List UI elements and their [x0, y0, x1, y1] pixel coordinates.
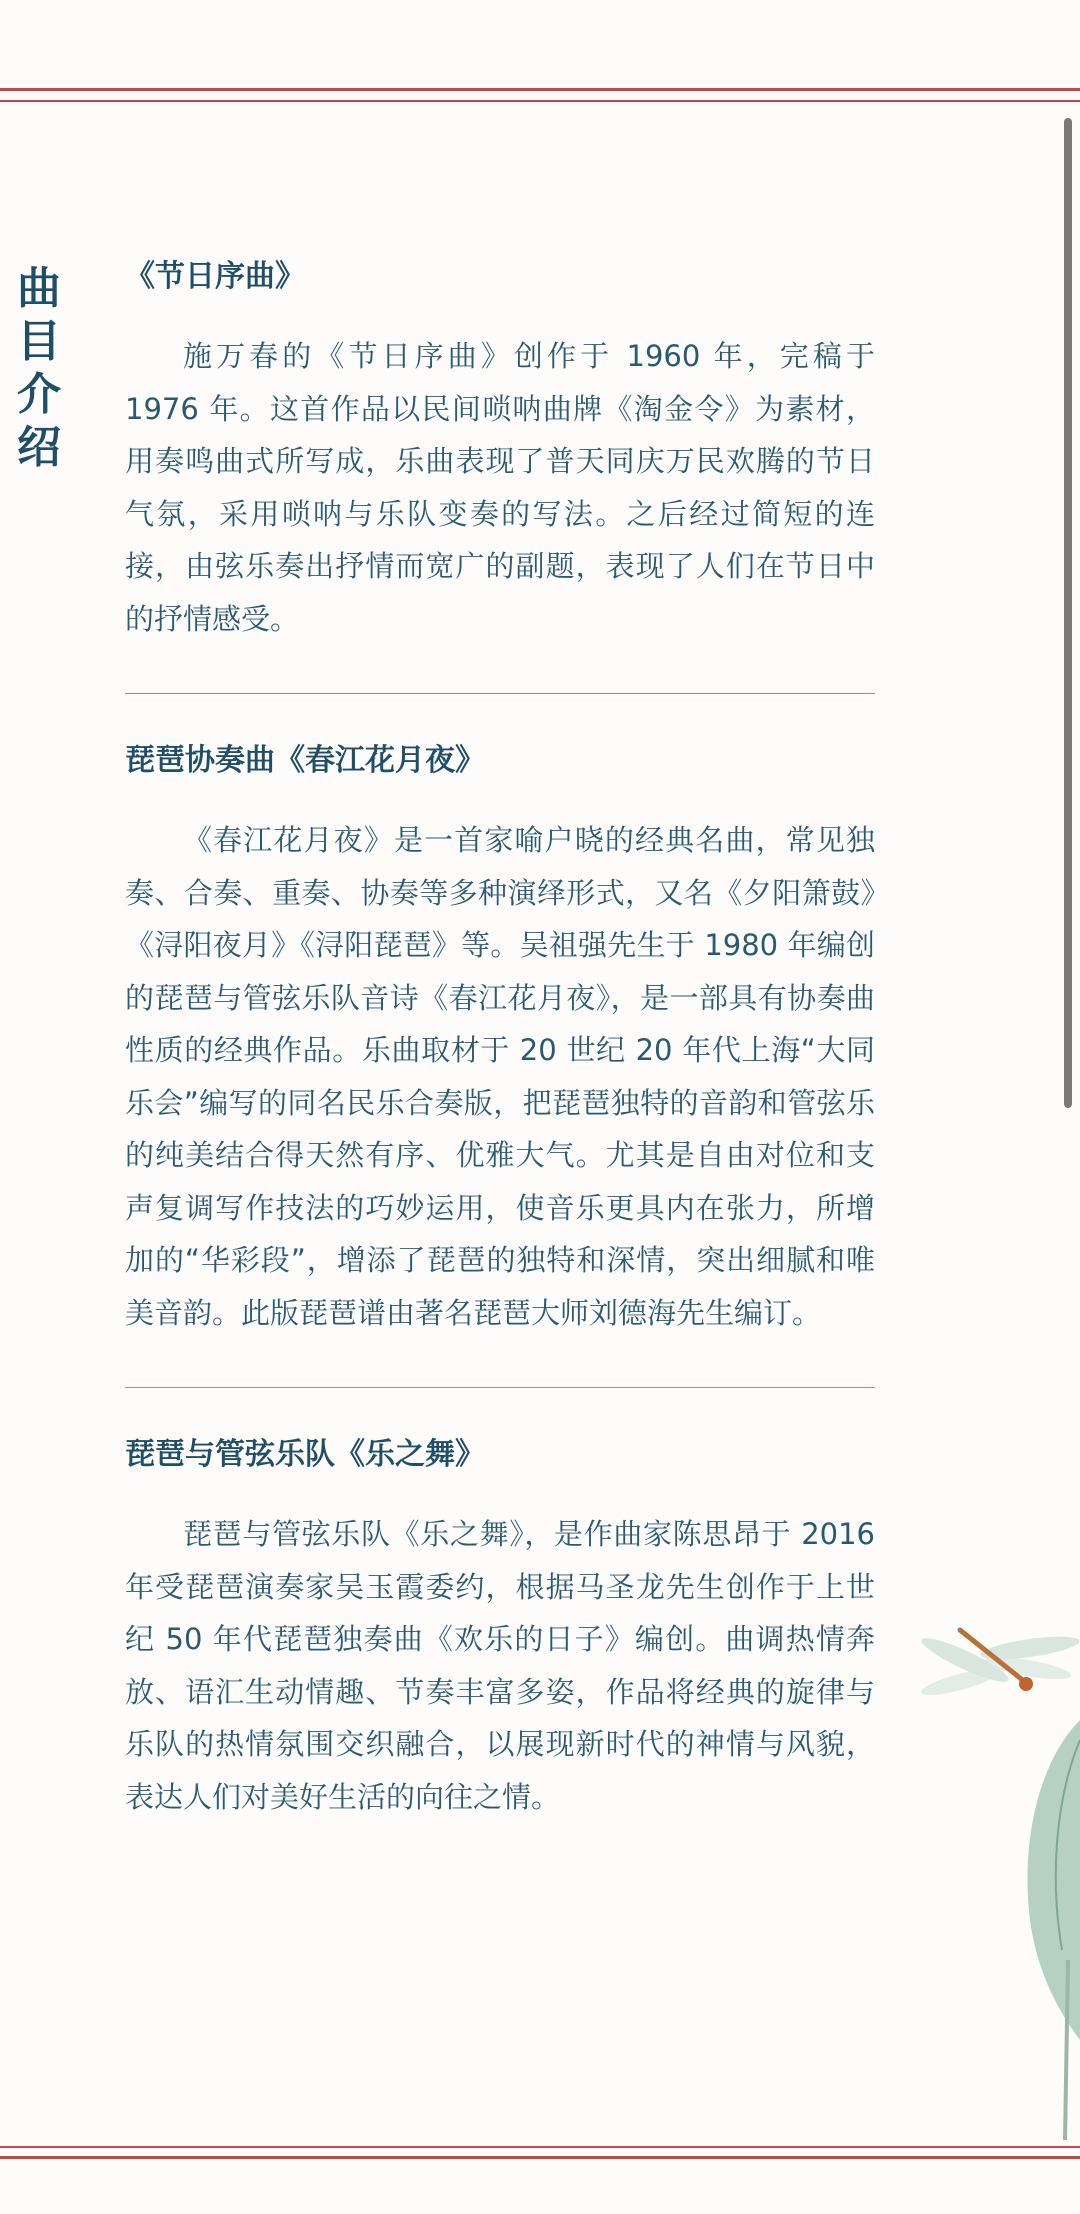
section-divider [125, 693, 875, 694]
section-title: 《节日序曲》 [125, 259, 305, 294]
top-border-line-outer [0, 88, 1080, 91]
bottom-border-line-inner [0, 2146, 1080, 2148]
scrollbar[interactable] [1064, 118, 1072, 1108]
section-body: 《春江花月夜》是一首家喻户晓的经典名曲，常见独奏、合奏、重奏、协奏等多种演绎形式，又名《夕阳箫鼓》《浔阳夜月》《浔阳琵琶》等。吴祖强先生于 1980 年编创的琵琶与管弦乐队音诗《春江花月夜》，是一部具有协奏曲性质的经典作品。乐曲取材于 20 世纪 20 年代上海“大同乐会”编写的同名民乐合奏版，把琵琶独特的音韵和管弦乐的纯美结合得天然有序、优雅大气。尤其是自由对位和支声复调写作技法的巧妙运用，使音乐更具内在张力，所增加的“华彩段”，增添了琵琶的独特和深情，突出细腻和唯美音韵。此版琵琶谱由著名琵琶大师刘德海先生编订。 [125, 823, 875, 1330]
top-border [0, 88, 1080, 110]
top-border-line-inner [0, 100, 1080, 102]
section-body: 施万春的《节日序曲》创作于 1960 年，完稿于 1976 年。这首作品以民间唢呐曲牌《淘金令》为素材，用奏鸣曲式所写成，乐曲表现了普天同庆万民欢腾的节日气氛，采用唢呐与乐队变奏的写法。之后经过简短的连接，由弦乐奏出抒情而宽广的副题，表现了人们在节日中的抒情感受。 [125, 339, 875, 636]
side-title: 曲 目 介 绍 [17, 263, 61, 473]
section-body: 琵琶与管弦乐队《乐之舞》，是作曲家陈思昂于 2016 年受琵琶演奏家吴玉霞委约，根据马圣龙先生创作于上世纪 50 年代琵琶独奏曲《欢乐的日子》编创。曲调热情奔放、语汇生动情趣、节奏丰富多姿，作品将经典的旋律与乐队的热情氛围交织融合，以展现新时代的神情与风貌，表达人们对美好生活的向往之情。 [125, 1517, 875, 1814]
bottom-border [0, 2146, 1080, 2176]
section-dance-of-joy [125, 1432, 875, 1823]
bottom-border-line-outer [0, 2156, 1080, 2159]
section-title: 琵琶与管弦乐队《乐之舞》 [125, 1437, 485, 1472]
plant-illustration [1010, 1720, 1080, 2140]
program-content [125, 254, 875, 1823]
section-spring-river [125, 738, 875, 1339]
section-title: 琵琶协奏曲《春江花月夜》 [125, 743, 485, 778]
section-festival-overture [125, 254, 875, 645]
section-divider [125, 1387, 875, 1388]
